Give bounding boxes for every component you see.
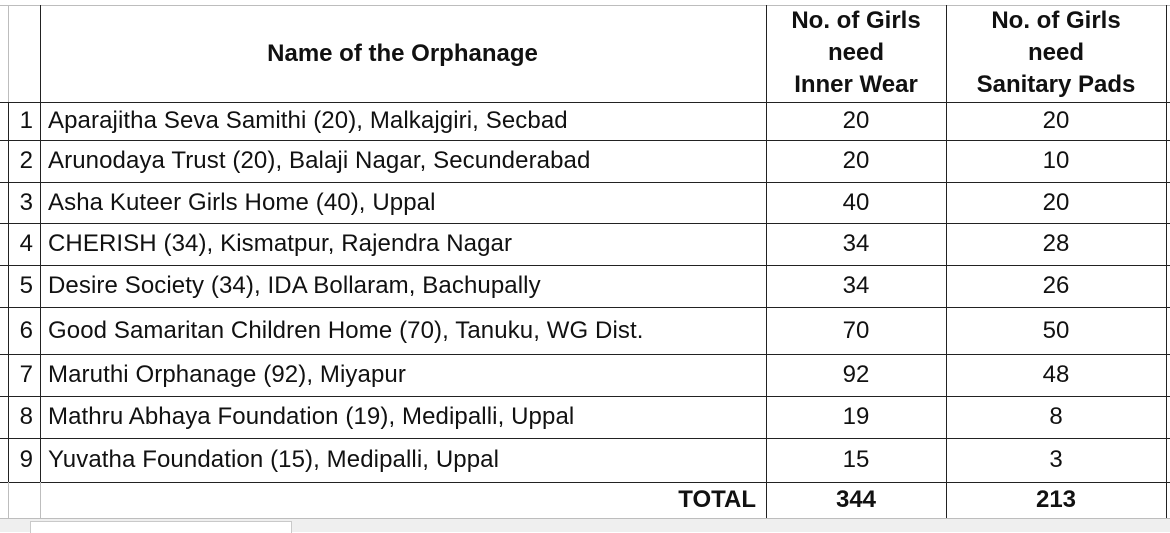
inner-wear-count: 34 — [842, 230, 870, 257]
grid-line — [1166, 5, 1167, 518]
sanitary-pads-count: 10 — [1042, 147, 1070, 174]
row-number: 7 — [19, 361, 33, 388]
grid-line — [0, 5, 1170, 6]
inner-wear-count: 19 — [842, 403, 870, 430]
orphanage-name: Good Samaritan Children Home (70), Tanuku, WG Dist. — [48, 316, 644, 344]
grid-line — [946, 5, 947, 518]
grid-line — [0, 265, 1170, 266]
orphanage-name: CHERISH (34), Kismatpur, Rajendra Nagar — [48, 230, 513, 257]
sanitary-pads-count: 28 — [1042, 230, 1070, 257]
sanitary-pads-count: 20 — [1042, 188, 1070, 216]
sanitary-pads-count: 48 — [1042, 361, 1070, 388]
row-number: 4 — [19, 230, 33, 257]
inner-wear-count: 70 — [842, 316, 870, 344]
total-label: TOTAL — [678, 486, 756, 513]
orphanage-name: Arunodaya Trust (20), Balaji Nagar, Secunderabad — [48, 147, 591, 174]
grid-line — [766, 5, 767, 518]
grid-line — [8, 102, 9, 482]
sheet-tab[interactable] — [30, 521, 292, 533]
row-number: 1 — [19, 107, 33, 134]
sanitary-pads-count: 3 — [1049, 446, 1063, 473]
header-sanitary-pads: No. of Girls need Sanitary Pads — [976, 7, 1136, 98]
grid-line — [0, 223, 1170, 224]
grid-line — [0, 102, 1170, 103]
sanitary-pads-count: 26 — [1042, 272, 1070, 299]
orphanage-name: Aparajitha Seva Samithi (20), Malkajgiri, Secbad — [48, 107, 568, 134]
grid-line — [8, 482, 9, 518]
row-number: 3 — [19, 188, 33, 216]
row-number: 9 — [19, 446, 33, 473]
inner-wear-count: 34 — [842, 272, 870, 299]
grid-line — [0, 182, 1170, 183]
row-number: 5 — [19, 272, 33, 299]
header-name-of-orphanage: Name of the Orphanage — [267, 40, 538, 67]
grid-line — [40, 482, 41, 518]
grid-line — [0, 307, 1170, 308]
inner-wear-count: 20 — [842, 107, 870, 134]
inner-wear-count: 92 — [842, 361, 870, 388]
orphanage-name: Asha Kuteer Girls Home (40), Uppal — [48, 188, 436, 216]
grid-line — [0, 354, 1170, 355]
header-inner-wear: No. of Girls need Inner Wear — [791, 7, 921, 98]
sanitary-pads-count: 8 — [1049, 403, 1063, 430]
inner-wear-count: 20 — [842, 147, 870, 174]
orphanage-name: Desire Society (34), IDA Bollaram, Bachupally — [48, 272, 541, 299]
orphanage-name: Maruthi Orphanage (92), Miyapur — [48, 361, 406, 388]
row-number: 8 — [19, 403, 33, 430]
row-number: 6 — [19, 316, 33, 344]
orphanage-name: Yuvatha Foundation (15), Medipalli, Uppal — [48, 446, 500, 473]
row-number: 2 — [19, 147, 33, 174]
total-inner-wear: 344 — [835, 486, 877, 513]
grid-line — [0, 140, 1170, 141]
sanitary-pads-count: 20 — [1042, 107, 1070, 134]
grid-line — [8, 5, 9, 102]
sanitary-pads-count: 50 — [1042, 316, 1070, 344]
inner-wear-count: 15 — [842, 446, 870, 473]
grid-line — [0, 396, 1170, 397]
orphanage-name: Mathru Abhaya Foundation (19), Medipalli, Uppal — [48, 403, 575, 430]
grid-line — [0, 438, 1170, 439]
grid-line — [0, 482, 1170, 483]
total-sanitary-pads: 213 — [1035, 486, 1077, 513]
grid-line — [40, 5, 41, 482]
inner-wear-count: 40 — [842, 188, 870, 216]
